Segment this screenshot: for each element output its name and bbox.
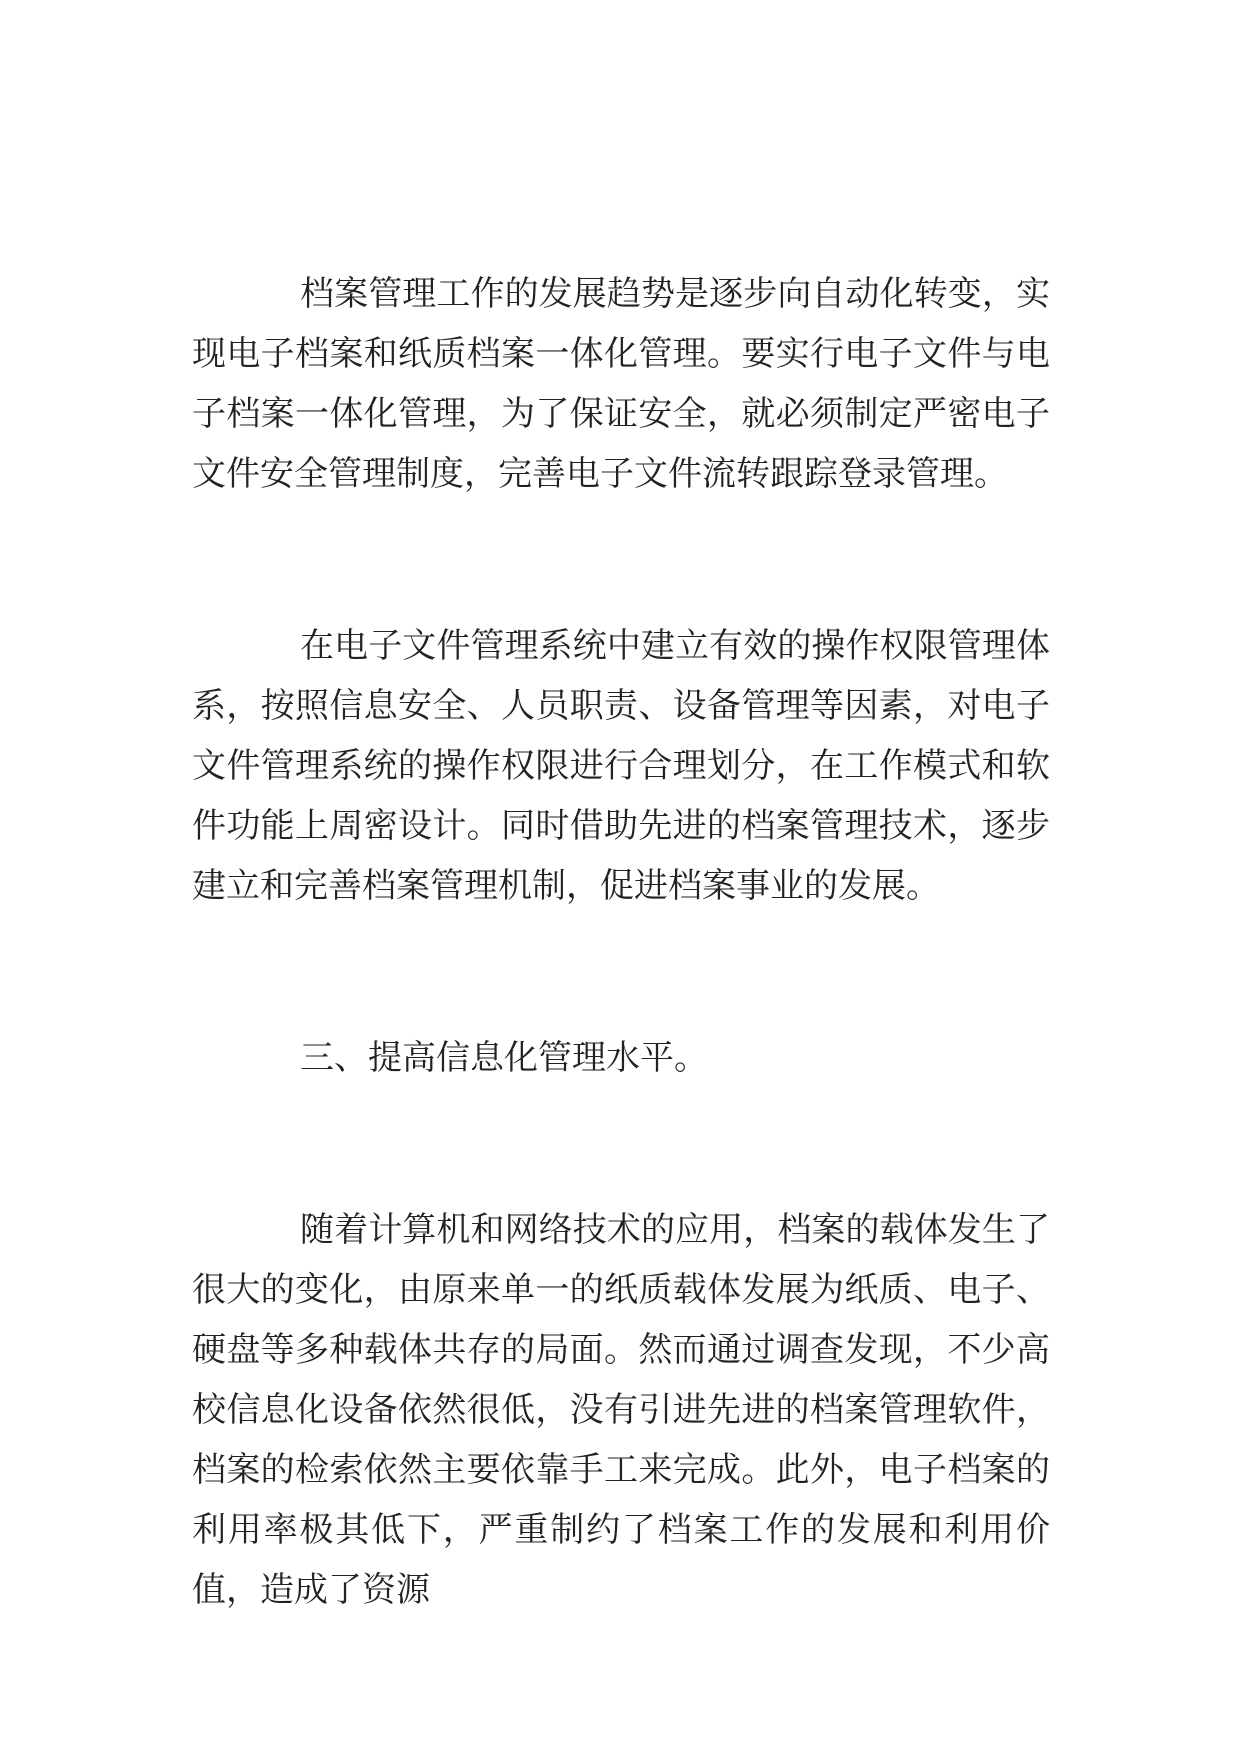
paragraph-access-control: 在电子文件管理系统中建立有效的操作权限管理体系，按照信息安全、人员职责、设备管理等因素，对电子文件管理系统的操作权限进行合理划分，在工作模式和软件功能上周密设计。同时借助先进的档案管理技术，逐步建立和完善档案管理机制，促进档案事业的发展。: [192, 626, 1050, 906]
section-heading: 三、提高信息化管理水平。: [300, 1038, 708, 1078]
paragraph-archive-trend: 档案管理工作的发展趋势是逐步向自动化转变，实现电子档案和纸质档案一体化管理。要实行电子文件与电子档案一体化管理，为了保证安全，就必须制定严密电子文件安全管理制度，完善电子文件流转跟踪登录管理。: [192, 274, 1050, 494]
paragraph-informatization: 随着计算机和网络技术的应用，档案的载体发生了很大的变化，由原来单一的纸质载体发展为纸质、电子、硬盘等多种载体共存的局面。然而通过调查发现，不少高校信息化设备依然很低，没有引进先进的档案管理软件，档案的检索依然主要依靠手工来完成。此外，电子档案的利用率极其低下，严重制约了档案工作的发展和利用价值，造成了资源: [192, 1210, 1050, 1610]
document-body: [192, 264, 1050, 1724]
